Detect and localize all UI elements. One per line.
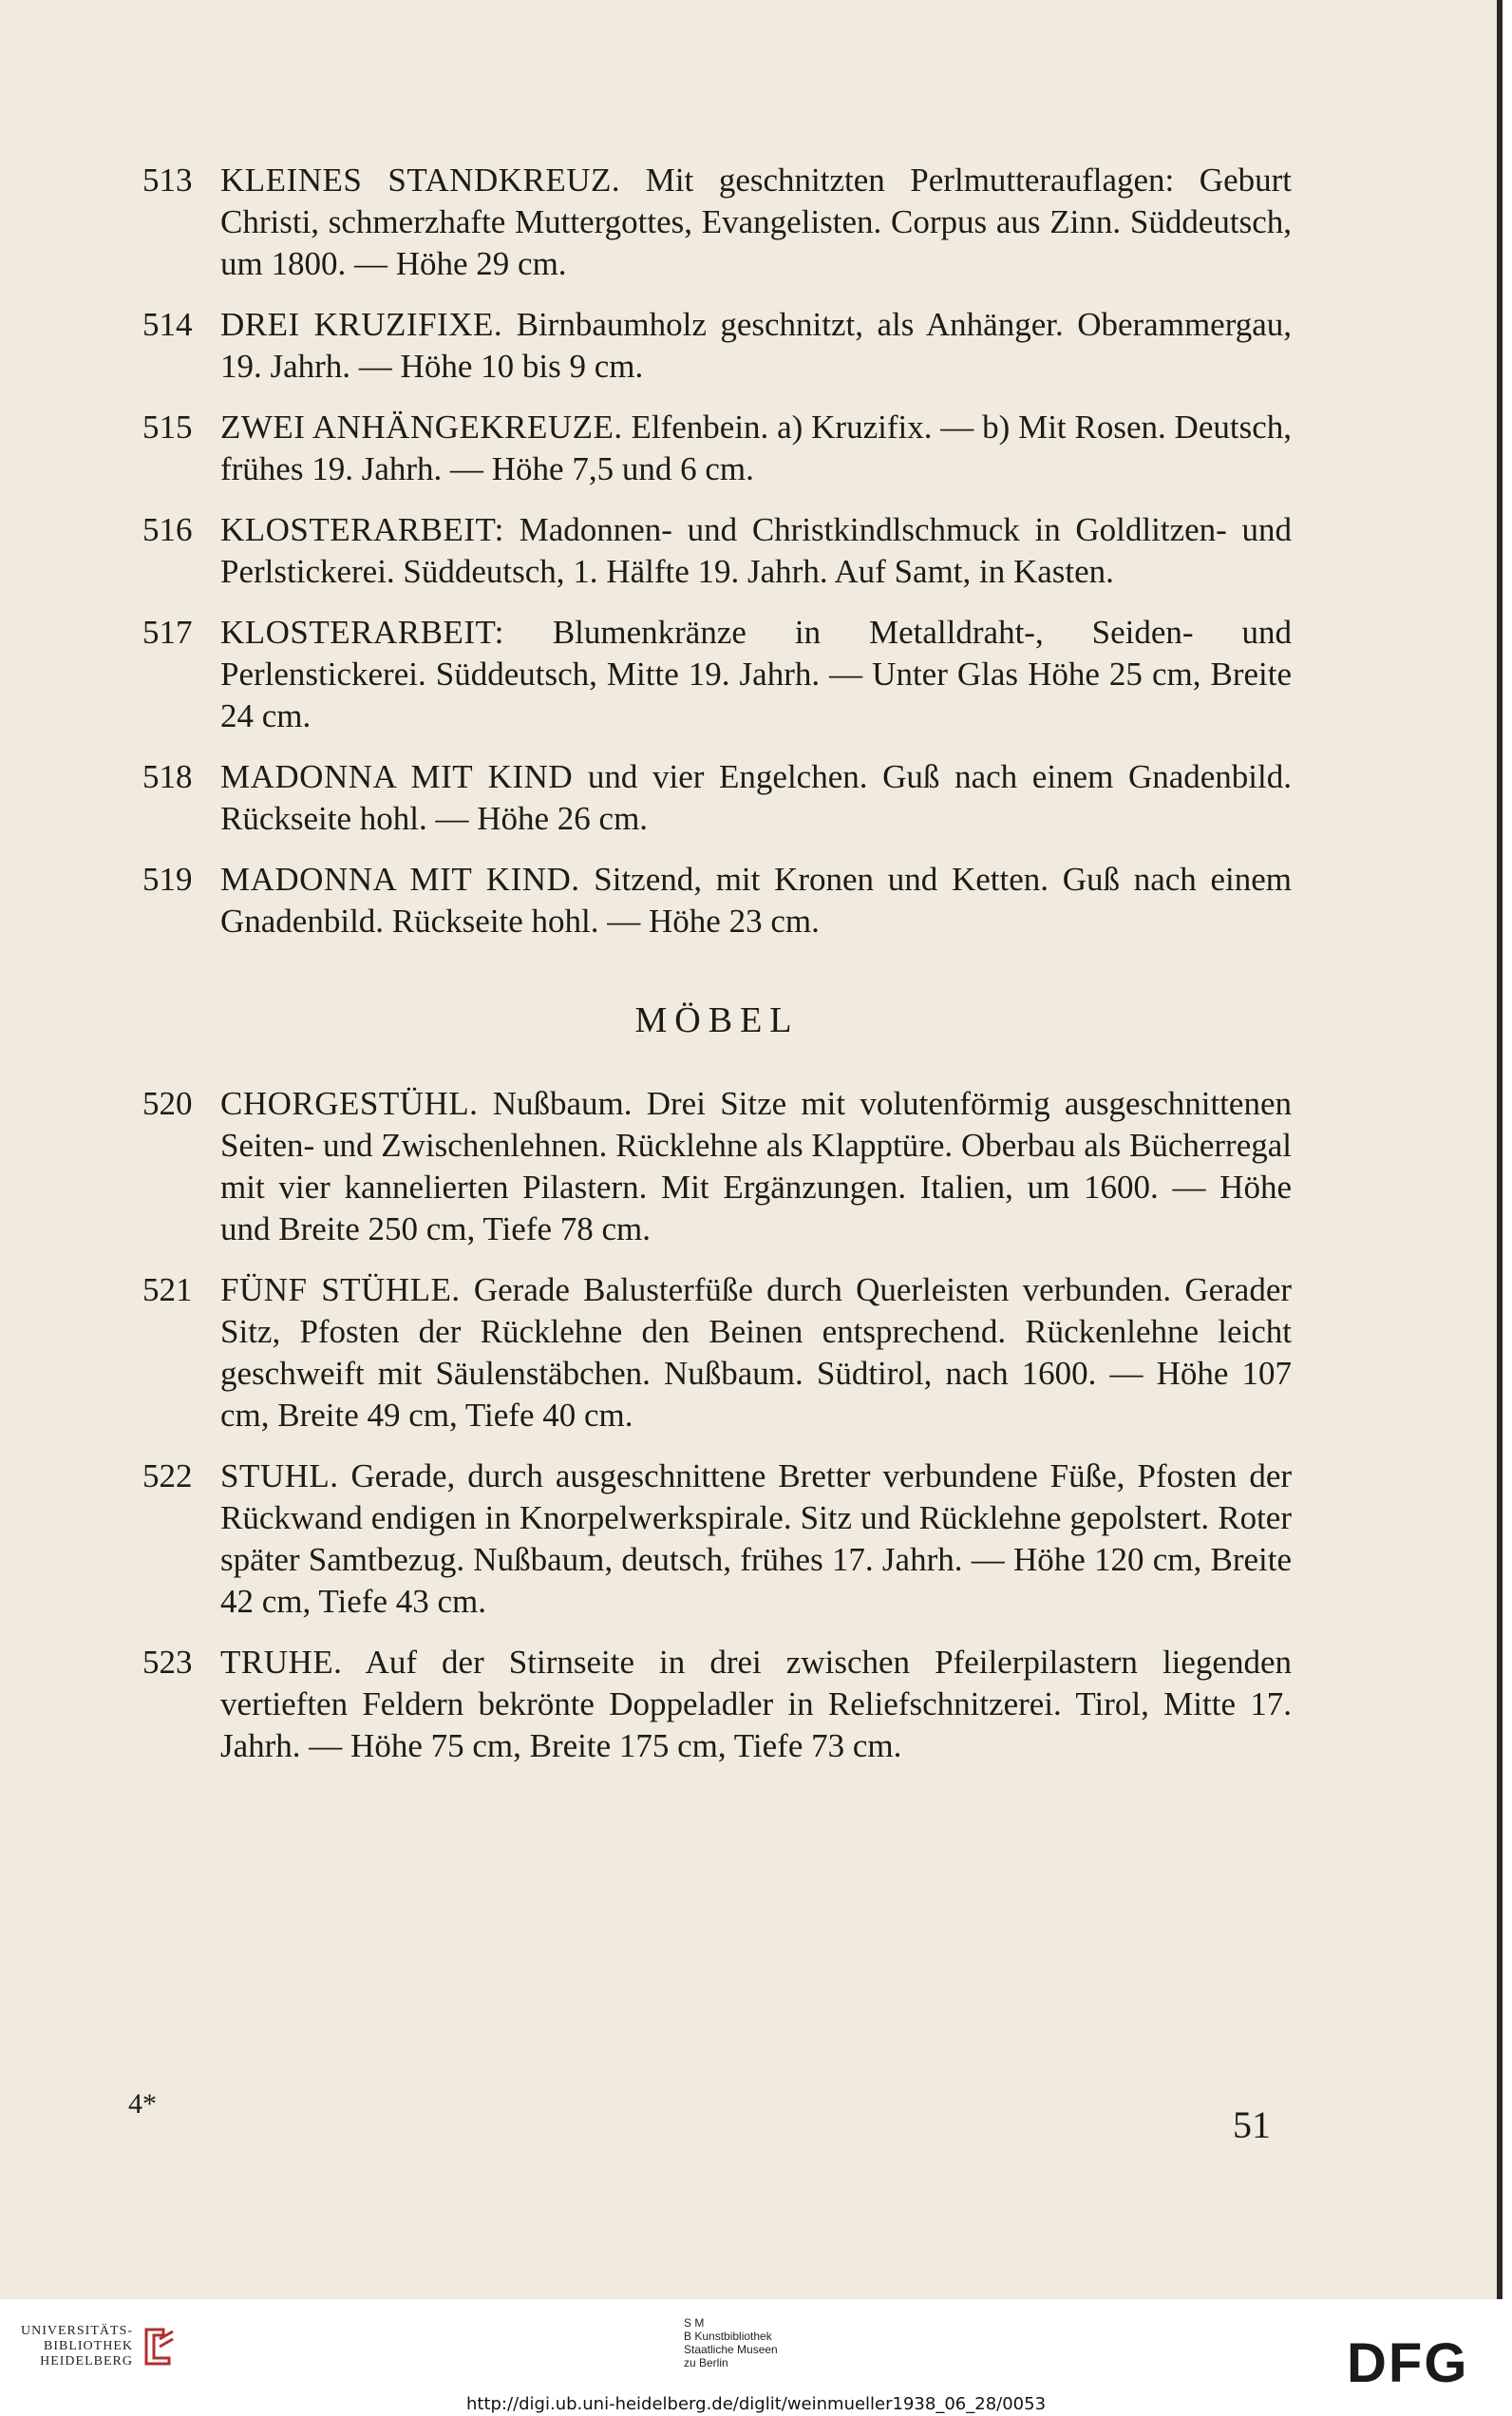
entry-number: 519 [142,861,193,898]
entry-number: 515 [142,409,193,446]
entry-title: KLOSTERARBEIT: [220,614,504,651]
entry-number: 518 [142,758,193,795]
page-number: 51 [1233,2103,1271,2146]
entry-text: Blumenkränze in Metalldraht-, Seiden- und Perlenstickerei. Süddeutsch, Mitte 19. Jahrh. — Unter Glas Höhe 25 cm, Breite 24 cm. [220,614,1292,734]
entry-text: Madonnen- und Christkindlschmuck in Goldlitzen- und Perlstickerei. Süddeutsch, 1. Hälfte 19. Jahrh. Auf Samt, in Kasten. [220,511,1292,590]
entry-text: Nußbaum. Drei Sitze mit volutenförmig ausgeschnittenen Seiten- und Zwischenlehnen. Rücklehne als Klapptüre. Oberbau als Bücherregal mit vier kannelierten Pilastern. Mit Ergänzungen. Italien, um 1600. — Höhe und Breite 250 cm, Tiefe 78 cm. [220,1085,1292,1247]
section-heading: MÖBEL [634,1000,800,1040]
entry-number: 521 [142,1271,193,1308]
entry-title: STUHL. [220,1457,339,1494]
berlin-kunstbibliothek-logo[interactable]: S M B Kunstbibliothek Staatliche Museen zu Berlin [684,2316,778,2369]
digitization-footer [0,2299,1512,2416]
entry-number: 516 [142,511,193,548]
entry-title: MADONNA MIT KIND. [220,861,580,898]
entry-title: KLEINES STANDKREUZ. [220,162,621,199]
entry-number: 520 [142,1085,193,1122]
university-library-logo[interactable] [21,2324,179,2369]
entry-text: Auf der Stirnseite in drei zwischen Pfeilerpilastern liegenden vertieften Feldern bekrönte Doppeladler in Reliefschnitzerei. Tirol, Mitte 17. Jahrh. — Höhe 75 cm, Breite 175 cm, Tiefe 73 cm. [220,1644,1292,1764]
catalog-entry-517 [142,612,1292,737]
catalog-entry-523 [142,1642,1292,1767]
entry-number: 522 [142,1457,193,1494]
entry-text: Elfenbein. a) Kruzifix. — b) Mit Rosen. Deutsch, frühes 19. Jahrh. — Höhe 7,5 und 6 cm. [220,409,1292,487]
entry-number: 513 [142,162,193,199]
catalog-entry-514 [142,304,1292,388]
catalog-entry-520 [142,1083,1292,1250]
university-library-name: UNIVERSITÄTS- BIBLIOTHEK HEIDELBERG [21,2324,133,2368]
entry-number: 523 [142,1644,193,1681]
catalog-entry-513 [142,160,1292,285]
entry-number: 517 [142,614,193,651]
entry-title: FÜNF STÜHLE. [220,1271,461,1308]
catalog-entry-516 [142,509,1292,593]
catalog-entry-518 [142,756,1292,840]
entry-text: Mit geschnitzten Perlmutterauflagen: Geburt Christi, schmerzhafte Muttergottes, Evangelisten. Corpus aus Zinn. Süddeutsch, um 1800. — Höhe 29 cm. [220,162,1293,282]
entry-number: 514 [142,306,193,343]
source-url-link[interactable]: http://digi.ub.uni-heidelberg.de/diglit/weinmueller1938_06_28/0053 [465,2394,1047,2414]
catalog-entry-522 [142,1455,1292,1623]
entry-title: KLOSTERARBEIT: [220,511,504,548]
entry-title: MADONNA MIT KIND [220,758,574,795]
catalog-entries [142,160,1292,1786]
entry-text: und vier Engelchen. Guß nach einem Gnadenbild. Rückseite hohl. — Höhe 26 cm. [220,758,1292,837]
dfg-logo[interactable]: DFG [1347,2332,1469,2394]
entry-text: Gerade, durch ausgeschnittene Bretter verbundene Füße, Pfosten der Rückwand endigen in Knorpelwerkspirale. Sitz und Rücklehne gepolstert. Roter später Samtbezug. Nußbaum, deutsch, frühes 17. Jahrh. — Höhe 120 cm, Breite 42 cm, Tiefe 43 cm. [220,1457,1293,1620]
signature-mark: 4* [128,2088,157,2120]
entry-text: Gerade Balusterfüße durch Querleisten verbunden. Gerader Sitz, Pfosten der Rücklehne den Beinen entsprechend. Rückenlehne leicht geschweift mit Säulenstäbchen. Nußbaum. Südtirol, nach 1600. — Höhe 107 cm, Breite 49 cm, Tiefe 40 cm. [220,1271,1293,1434]
entry-text: Birnbaumholz geschnitzt, als Anhänger. Oberammergau, 19. Jahrh. — Höhe 10 bis 9 cm. [220,306,1293,385]
university-seal-icon [141,2326,179,2368]
entry-title: DREI KRUZIFIXE. [220,306,503,343]
entry-title: CHORGESTÜHL. [220,1085,479,1122]
catalog-entry-521 [142,1269,1292,1436]
entry-title: TRUHE. [220,1644,343,1681]
entry-title: ZWEI ANHÄNGEKREUZE. [220,409,623,446]
catalog-entry-515 [142,407,1292,490]
entry-text: Sitzend, mit Kronen und Ketten. Guß nach einem Gnadenbild. Rückseite hohl. — Höhe 23 cm. [220,861,1293,940]
catalog-entry-519 [142,859,1292,942]
